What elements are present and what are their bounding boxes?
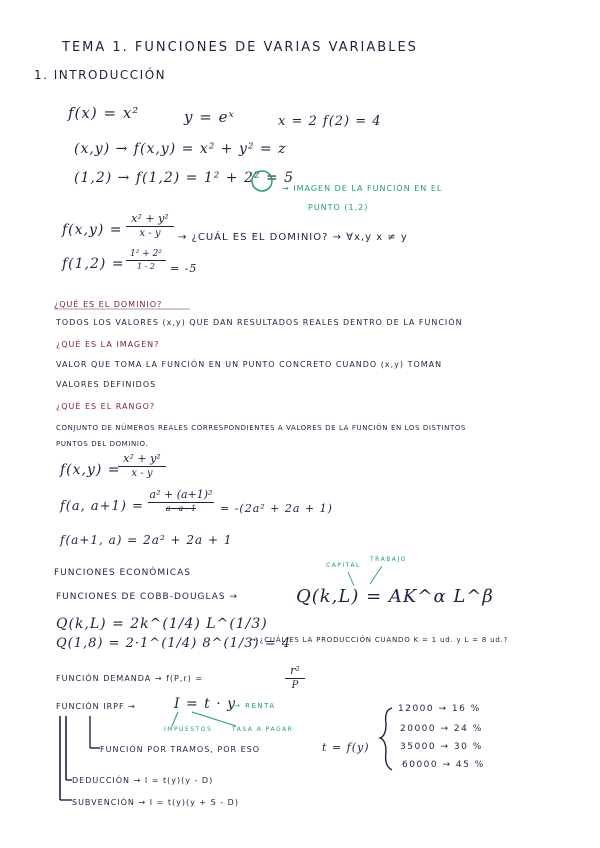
irpf-label: FUNCIÓN IRPF → <box>56 702 136 711</box>
example-rhs2: = -(2a² + 2a + 1) <box>220 502 333 515</box>
economics-title: FUNCIONES ECONÓMICAS <box>54 568 191 578</box>
eq-f12b-rhs: = -5 <box>170 262 198 275</box>
green-arrow <box>192 712 236 726</box>
imagen-title: ¿QUÉ ES LA IMAGEN? <box>56 340 160 349</box>
cobb-formula: Q(k,L) = AK^α L^β <box>296 586 494 607</box>
eq-f12b-lhs: f(1,2) = <box>62 256 125 272</box>
dominio-title: ¿QUÉ ES EL DOMINIO? <box>54 300 163 309</box>
imagen-note-line1: → IMAGEN DE LA FUNCIÓN EN EL <box>282 184 443 193</box>
page-title: TEMA 1. FUNCIONES DE VARIAS VARIABLES <box>62 40 418 55</box>
dominio-text: TODOS LOS VALORES (x,y) QUE DAN RESULTADOS REALES DENTRO DE LA FUNCIÓN <box>56 318 463 327</box>
bracket-row: 35000 → 30 % <box>400 742 483 752</box>
trabajo-note: TRABAJO <box>370 556 407 563</box>
section-heading: 1. INTRODUCCIÓN <box>34 68 167 82</box>
subvencion-line: SUBVENCIÓN → I = t(y)(y + S - D) <box>72 798 239 807</box>
rango-text-line1: CONJUNTO DE NÚMEROS REALES CORRESPONDIENTES A VALORES DE LA FUNCIÓN EN LOS DISTINTOS <box>56 424 466 432</box>
tramos-formula: t = f(y) <box>322 741 370 754</box>
deduccion-line: DEDUCCIÓN → I = t(y)(y - D) <box>72 776 214 785</box>
imagen-text-line1: VALOR QUE TOMA LA FUNCIÓN EN UN PUNTO CONCRETO CUANDO (x,y) TOMAN <box>56 360 443 369</box>
q-def: Q(k,L) = 2k^(1/4) L^(1/3) <box>56 616 268 632</box>
irpf-formula: I = t · y <box>174 696 237 712</box>
eq-f12b-den: 1 - 2 <box>137 262 155 271</box>
imagen-text-line2: VALORES DEFINIDOS <box>56 380 157 389</box>
example-num1: x² + y² <box>123 452 161 465</box>
example-den1: x - y <box>131 468 153 479</box>
tasa-note: TASA A PAGAR <box>232 726 294 733</box>
green-arrow <box>348 572 354 586</box>
green-arrow <box>370 566 382 584</box>
eq-fxy: (x,y) → f(x,y) = x² + y² = z <box>74 141 287 157</box>
eq-fx: f(x) = x² <box>68 104 140 122</box>
eq-frac-num: x² + y² <box>131 212 169 225</box>
dominio-question: → ¿CUÁL ES EL DOMINIO? → ∀x,y x ≠ y <box>178 232 408 243</box>
eq-frac-den: x - y <box>139 228 161 239</box>
rango-title: ¿QUÉ ES EL RANGO? <box>56 402 156 411</box>
eq-f12b-num: 1² + 2² <box>130 249 162 259</box>
example-lhs1: f(x,y) = <box>60 462 121 478</box>
example-den2: a - a - 1 <box>165 504 197 513</box>
example-num2: a² + (a+1)² <box>149 488 213 501</box>
bracket-row: 12000 → 16 % <box>398 704 481 714</box>
q-question: → ¿CUÁL ES LA PRODUCCIÓN CUANDO K = 1 ud. y L = 8 ud.? <box>250 636 509 644</box>
eq-eval: x = 2 f(2) = 4 <box>278 114 382 129</box>
demanda-den: P <box>291 680 299 691</box>
eq-f12: (1,2) → f(1,2) = 1² + 2² = 5 <box>74 170 295 186</box>
demanda-num: r² <box>290 664 300 677</box>
example-line3: f(a+1, a) = 2a² + 2a + 1 <box>60 533 233 547</box>
impuestos-note: IMPUESTOS <box>164 726 213 733</box>
rango-text-line2: PUNTOS DEL DOMINIO. <box>56 440 149 448</box>
curly-brace <box>380 708 392 770</box>
tramos-label: FUNCIÓN POR TRAMOS, POR ESO <box>100 745 261 754</box>
circle-mark <box>252 171 272 191</box>
q-eval: Q(1,8) = 2·1^(1/4) 8^(1/3) = 4 <box>56 636 292 651</box>
imagen-note-line2: PUNTO (1,2) <box>308 203 369 212</box>
cobb-label: FUNCIONES DE COBB-DOUGLAS → <box>56 592 239 602</box>
green-arrow <box>172 712 178 726</box>
renta-note: → RENTA <box>234 702 276 710</box>
bracket-row: 20000 → 24 % <box>400 724 483 734</box>
capital-note: CAPITAL <box>326 562 361 569</box>
eq-frac-lhs: f(x,y) = <box>62 222 123 238</box>
example-lhs2: f(a, a+1) = <box>60 499 144 514</box>
eq-y-exp: y = eˣ <box>184 108 235 126</box>
demanda-label: FUNCIÓN DEMANDA → f(P,r) = <box>56 674 204 683</box>
bracket-row: 60000 → 45 % <box>402 760 485 770</box>
